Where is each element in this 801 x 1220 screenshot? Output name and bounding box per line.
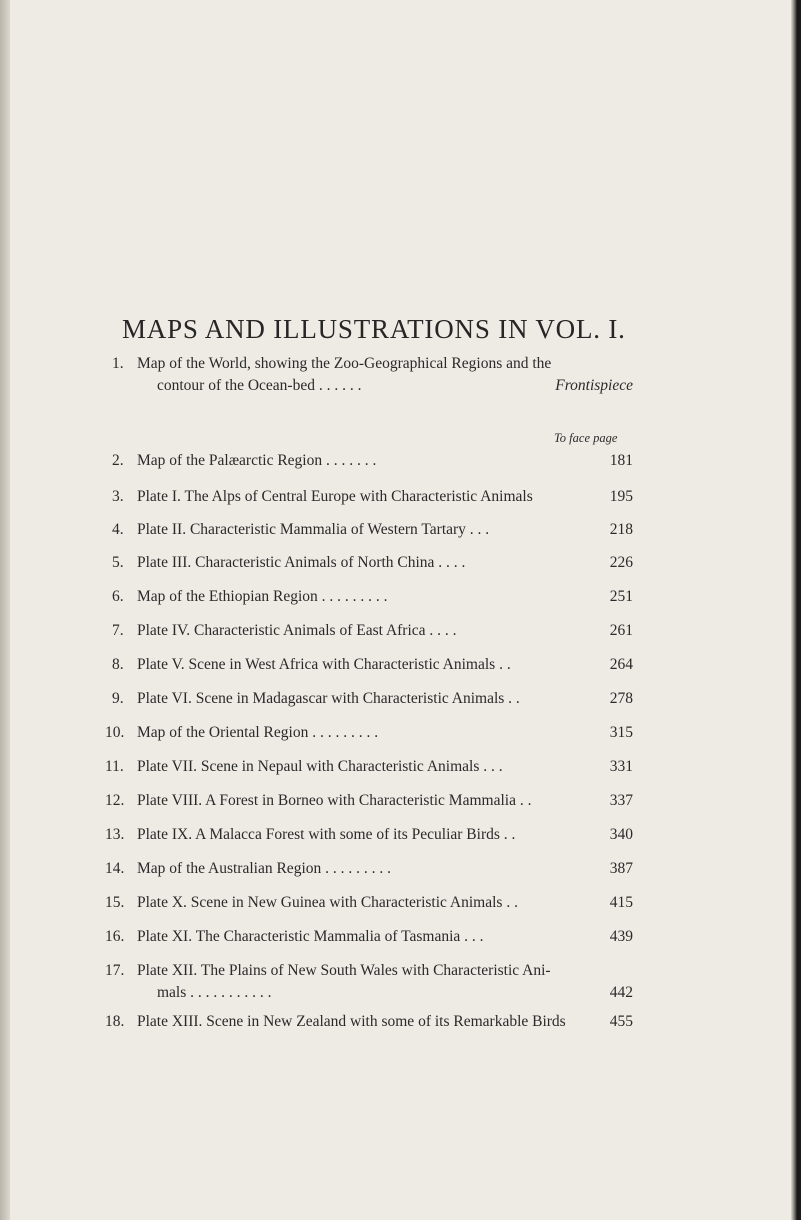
item-number: 7. xyxy=(112,622,124,639)
item-number: 2. xyxy=(112,452,124,469)
page-number: 331 xyxy=(609,758,633,775)
list-item xyxy=(10,488,791,506)
page-number: 251 xyxy=(609,588,633,605)
page-number: 387 xyxy=(609,860,633,877)
page-number: 218 xyxy=(609,521,633,538)
list-item xyxy=(10,724,791,742)
list-item xyxy=(10,690,791,708)
item-text: Map of the Oriental Region . . . . . . . . . xyxy=(137,724,379,741)
item-text: Plate I. The Alps of Central Europe with Characteristic Animals xyxy=(137,488,533,505)
item-number: 12. xyxy=(105,792,125,809)
item-text: Map of the Australian Region . . . . . . . . . xyxy=(137,860,391,877)
list-item xyxy=(10,588,791,606)
list-item xyxy=(10,928,791,946)
list-item xyxy=(10,1013,791,1031)
item-text: Plate X. Scene in New Guinea with Characteristic Animals . . xyxy=(137,894,518,911)
item-number: 11. xyxy=(105,758,124,775)
item-text: Plate III. Characteristic Animals of North China . . . . xyxy=(137,554,466,571)
item-text-line2: mals . . . . . . . . . . . xyxy=(157,984,272,1001)
list-item xyxy=(10,656,791,674)
item-number: 18. xyxy=(105,1013,125,1030)
list-item xyxy=(10,894,791,912)
item-text: Map of the Palæarctic Region . . . . . . . xyxy=(137,452,377,469)
book-page xyxy=(10,0,791,1220)
page-number: 340 xyxy=(609,826,633,843)
item-text: Plate VI. Scene in Madagascar with Characteristic Animals . . xyxy=(137,690,520,707)
item-number: 6. xyxy=(112,588,124,605)
item-number: 1. xyxy=(112,355,124,372)
item-number: 3. xyxy=(112,488,124,505)
page-number: 195 xyxy=(609,488,633,505)
item-number: 8. xyxy=(112,656,124,673)
page-number: 315 xyxy=(609,724,633,741)
page-number: 337 xyxy=(609,792,633,809)
page-number: 415 xyxy=(609,894,633,911)
item-text: Plate VII. Scene in Nepaul with Characteristic Animals . . . xyxy=(137,758,503,775)
item-text: Plate V. Scene in West Africa with Characteristic Animals . . xyxy=(137,656,511,673)
list-item xyxy=(10,554,791,572)
item-number: 4. xyxy=(112,521,124,538)
item-number: 5. xyxy=(112,554,124,571)
item-text: Plate XI. The Characteristic Mammalia of Tasmania . . . xyxy=(137,928,484,945)
page-number: 226 xyxy=(609,554,633,571)
item-number: 16. xyxy=(105,928,125,945)
item-text: Plate II. Characteristic Mammalia of Western Tartary . . . xyxy=(137,521,490,538)
page-number: 442 xyxy=(609,984,633,1001)
item-number: 9. xyxy=(112,690,124,707)
list-item xyxy=(10,521,791,539)
item-text: Plate VIII. A Forest in Borneo with Characteristic Mammalia . . xyxy=(137,792,532,809)
page-number: Frontispiece xyxy=(555,377,633,394)
item-number: 15. xyxy=(105,894,125,911)
item-number: 13. xyxy=(105,826,125,843)
list-item xyxy=(10,860,791,878)
item-number: 14. xyxy=(105,860,125,877)
item-text-line1: Plate XII. The Plains of New South Wales with Characteristic Ani- xyxy=(137,962,551,979)
page-number: 439 xyxy=(609,928,633,945)
list-item xyxy=(10,826,791,844)
item-text: Plate IX. A Malacca Forest with some of its Peculiar Birds . . xyxy=(137,826,516,843)
list-item xyxy=(10,355,791,394)
item-text: Map of the Ethiopian Region . . . . . . . . . xyxy=(137,588,388,605)
page-number: 264 xyxy=(609,656,633,673)
list-item xyxy=(10,622,791,640)
page-number: 181 xyxy=(609,452,633,469)
page-number: 278 xyxy=(609,690,633,707)
item-text: Plate XIII. Scene in New Zealand with some of its Remarkable Birds xyxy=(137,1013,566,1030)
list-item xyxy=(10,758,791,776)
page-number: 261 xyxy=(609,622,633,639)
item-text-line1: Map of the World, showing the Zoo-Geographical Regions and the xyxy=(137,355,552,372)
item-text: Plate IV. Characteristic Animals of East Africa . . . . xyxy=(137,622,457,639)
item-text-line2: contour of the Ocean-bed . . . . . . xyxy=(157,377,362,394)
list-item xyxy=(10,452,791,470)
item-number: 17. xyxy=(105,962,125,979)
item-number: 10. xyxy=(105,724,125,741)
list-item xyxy=(10,792,791,810)
page-right-edge xyxy=(791,0,801,1220)
list-item xyxy=(10,962,791,1001)
page-title: MAPS AND ILLUSTRATIONS IN VOL. I. xyxy=(122,314,626,344)
page-number: 455 xyxy=(609,1013,633,1030)
page-left-edge xyxy=(0,0,10,1220)
column-header: To face page xyxy=(554,431,618,445)
